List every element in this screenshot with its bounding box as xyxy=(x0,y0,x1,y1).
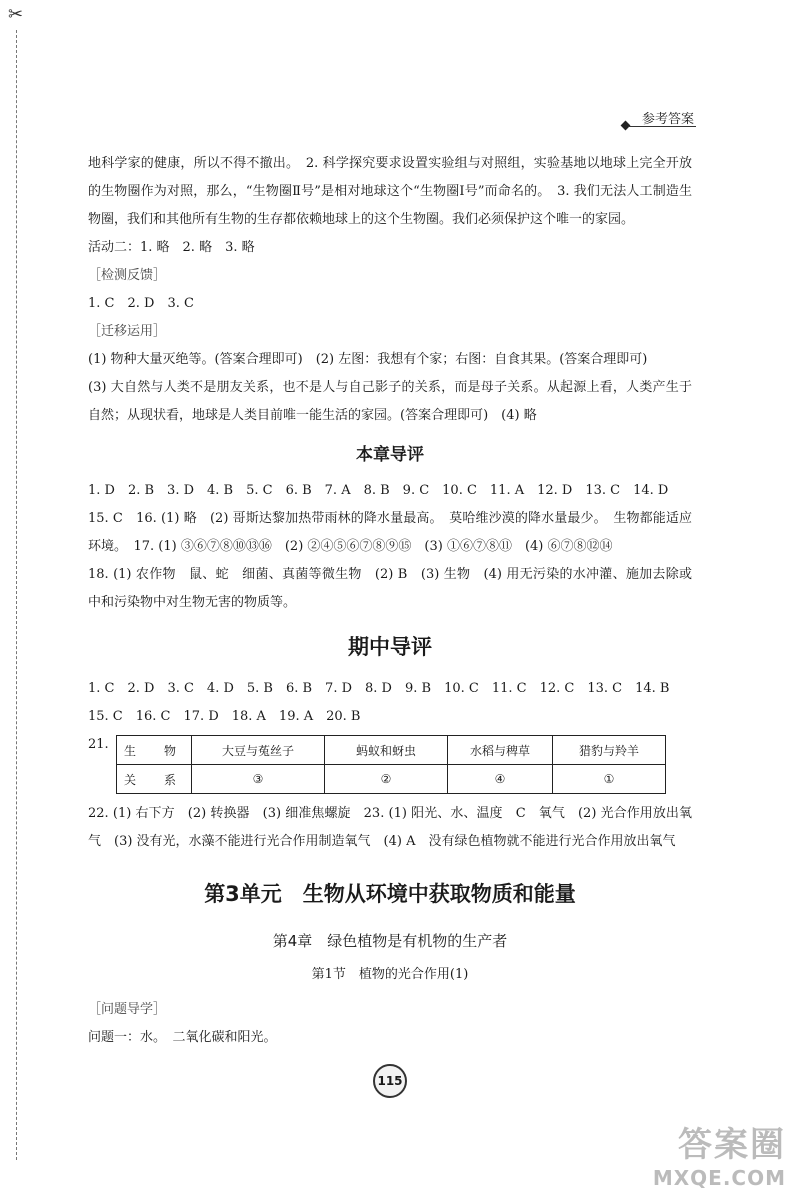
table-cell: 关 系 xyxy=(117,765,192,794)
question-21-number: 21. xyxy=(88,737,109,752)
chapter-review-line-2: 15. C 16. (1) 略 (2) 哥斯达黎加热带雨林的降水量最高。 莫哈维沙漠的降水量最少。 生物都能适应环境。 17. (1) ③⑥⑦⑧⑩⑬⑯ (2) ②④⑤⑥⑦⑧⑨⑮ (3) ①⑥⑦⑧⑪ (4) ⑥⑦⑧⑫⑭ xyxy=(88,511,692,554)
midterm-line-1: 1. C 2. D 3. C 4. D 5. B 6. B 7. D 8. D 9. B 10. C 11. C 12. C 13. C 14. B xyxy=(88,681,670,696)
transfer-label: ［迁移运用］ xyxy=(88,324,167,339)
table-cell: 蚂蚁和蚜虫 xyxy=(325,736,448,765)
transfer-answer-2: (3) 大自然与人类不是朋友关系，也不是人与自己影子的关系，而是母子关系。从起源上看，人类产生于自然；从现状看，地球是人类目前唯一能生活的家园。(答案合理即可) (4) 略 xyxy=(88,380,692,423)
chapter-review-line-3: 18. (1) 农作物 鼠、蛇 细菌、真菌等微生物 (2) B (3) 生物 (4) 用无污染的水冲灌、施加去除或中和污染物中对生物无害的物质等。 xyxy=(88,567,692,610)
header-label: 参考答案 xyxy=(641,112,694,127)
midterm-line-2: 15. C 16. C 17. D 18. A 19. A 20. B xyxy=(88,709,361,724)
table-cell: ③ xyxy=(192,765,325,794)
table-cell: 大豆与菟丝子 xyxy=(192,736,325,765)
table-cell: ② xyxy=(325,765,448,794)
feedback-answers: 1. C 2. D 3. C xyxy=(88,296,194,311)
table-cell: 水稻与稗草 xyxy=(448,736,553,765)
header-rule xyxy=(628,126,696,127)
scissors-icon: ✂ xyxy=(8,4,24,25)
chapter-review-line-1: 1. D 2. B 3. D 4. B 5. C 6. B 7. A 8. B 9. C 10. C 11. A 12. D 13. C 14. D xyxy=(88,483,669,498)
section-title: 第1节 植物的光合作用(1) xyxy=(311,967,469,982)
table-cell: ① xyxy=(553,765,666,794)
page-number: 115 xyxy=(373,1064,407,1098)
watermark-line-1: 答案圈 xyxy=(678,1125,786,1165)
body-paragraph-1: 地科学家的健康，所以不得不撤出。 2. 科学探究要求设置实验组与对照组，实验基地以地球上完全开放的生物圈作为对照，那么，“生物圈Ⅱ号”是相对地球这个“生物圈Ⅰ号”而命名的。 3. 我们无法人工制造生物圈，我们和其他所有生物的生存都依赖地球上的这个生物圈。我们必须保护这个唯一的家园。 xyxy=(88,156,692,227)
table-cell: ④ xyxy=(448,765,553,794)
question-21 xyxy=(88,735,692,794)
table-cell: 生 物 xyxy=(117,736,192,765)
chapter-review-title: 本章导评 xyxy=(356,445,424,465)
question-1-answer: 问题一：水。 二氧化碳和阳光。 xyxy=(88,1030,277,1045)
answer-content xyxy=(88,150,692,1052)
table-cell: 猎豹与羚羊 xyxy=(553,736,666,765)
watermark-line-2: MXQE.COM xyxy=(652,1166,786,1190)
unit-title: 第3单元 生物从环境中获取物质和能量 xyxy=(204,882,576,906)
relationship-table xyxy=(116,735,666,794)
table-row xyxy=(117,765,666,794)
transfer-answer-1: (1) 物种大量灭绝等。(答案合理即可) (2) 左图：我想有个家；右图：自食其果。(答案合理即可) xyxy=(88,352,648,367)
chapter-title: 第4章 绿色植物是有机物的生产者 xyxy=(272,932,508,950)
watermark xyxy=(653,1117,786,1190)
guide-label: ［问题导学］ xyxy=(88,1002,167,1017)
table-row xyxy=(117,736,666,765)
cut-line xyxy=(16,30,17,1160)
midterm-title: 期中导评 xyxy=(348,635,432,659)
midterm-line-3: 22. (1) 右下方 (2) 转换器 (3) 细准焦螺旋 23. (1) 阳光、水、温度 C 氧气 (2) 光合作用放出氧气 (3) 没有光，水藻不能进行光合作用制造氧气 (4) A 没有绿色植物就不能进行光合作用放出氧气 xyxy=(88,806,692,849)
feedback-label: ［检测反馈］ xyxy=(88,268,167,283)
activity-2: 活动二：1. 略 2. 略 3. 略 xyxy=(88,240,255,255)
